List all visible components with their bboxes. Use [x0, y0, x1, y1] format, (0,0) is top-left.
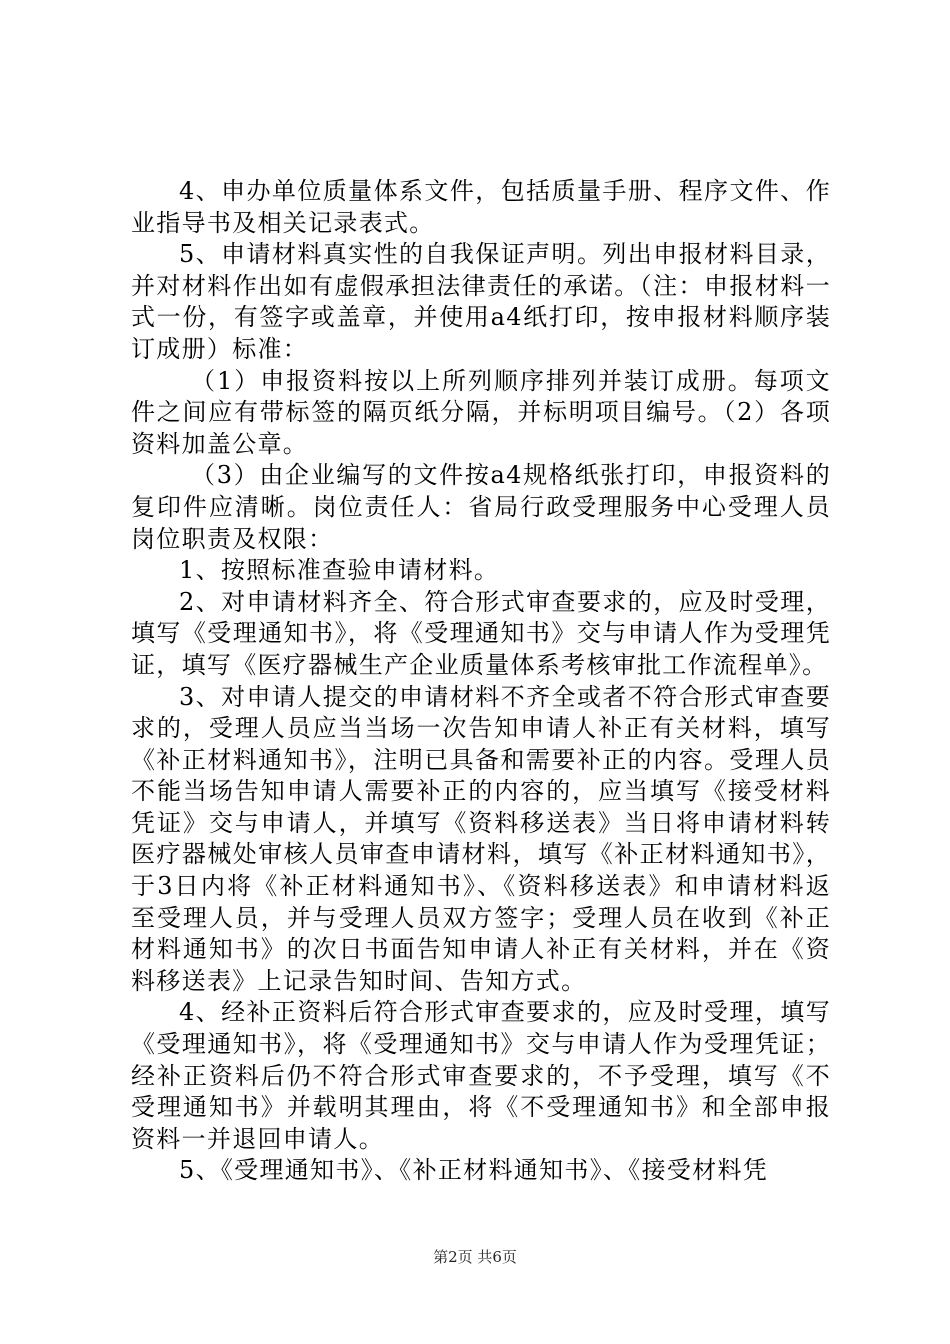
paragraph-item-5-declaration: 5、申请材料真实性的自我保证声明。列出申报材料目录，并对材料作出如有虚假承担法律责任的承诺。（注：申报材料一式一份，有签字或盖章，并使用a4纸打印，按申报材料顺序装订成册）标准：	[131, 240, 831, 363]
paragraph-duty-2: 2、对申请材料齐全、符合形式审查要求的，应及时受理，填写《受理通知书》，将《受理通知书》交与申请人作为受理凭证，填写《医疗器械生产企业质量体系考核审批工作流程单》。	[131, 587, 831, 679]
page-number-footer: 第2页 共6页	[433, 1248, 517, 1266]
paragraph-duty-4: 4、经补正资料后符合形式审查要求的，应及时受理，填写《受理通知书》，将《受理通知书》交与申请人作为受理凭证；经补正资料后仍不符合形式审查要求的，不予受理，填写《不受理通知书》并载明其理由，将《不受理通知书》和全部申报资料一并退回申请人。	[131, 998, 831, 1153]
paragraph-standard-1-2: （1）申报资料按以上所列顺序排列并装订成册。每项文件之间应有带标签的隔页纸分隔，并标明项目编号。（2）各项资料加盖公章。	[131, 366, 831, 458]
document-body	[131, 176, 831, 1187]
paragraph-duty-3: 3、对申请人提交的申请材料不齐全或者不符合形式审查要求的，受理人员应当当场一次告知申请人补正有关材料，填写《补正材料通知书》，注明已具备和需要补正的内容。受理人员不能当场告知申请人需要补正的内容的，应当填写《接受材料凭证》交与申请人，并填写《资料移送表》当日将申请材料转医疗器械处审核人员审查申请材料，填写《补正材料通知书》，于3日内将《补正材料通知书》、《资料移送表》和申请材料返至受理人员，并与受理人员双方签字；受理人员在收到《补正材料通知书》的次日书面告知申请人补正有关材料，并在《资料移送表》上记录告知时间、告知方式。	[131, 682, 831, 995]
paragraph-standard-3: （3）由企业编写的文件按a4规格纸张打印，申报资料的复印件应清晰。岗位责任人：省局行政受理服务中心受理人员岗位职责及权限：	[131, 461, 831, 553]
paragraph-duty-1: 1、按照标准查验申请材料。	[179, 556, 500, 585]
paragraph-duty-5: 5、《受理通知书》、《补正材料通知书》、《接受材料凭	[179, 1156, 769, 1185]
paragraph-item-4-quality-docs: 4、申办单位质量体系文件，包括质量手册、程序文件、作业指导书及相关记录表式。	[131, 177, 831, 237]
